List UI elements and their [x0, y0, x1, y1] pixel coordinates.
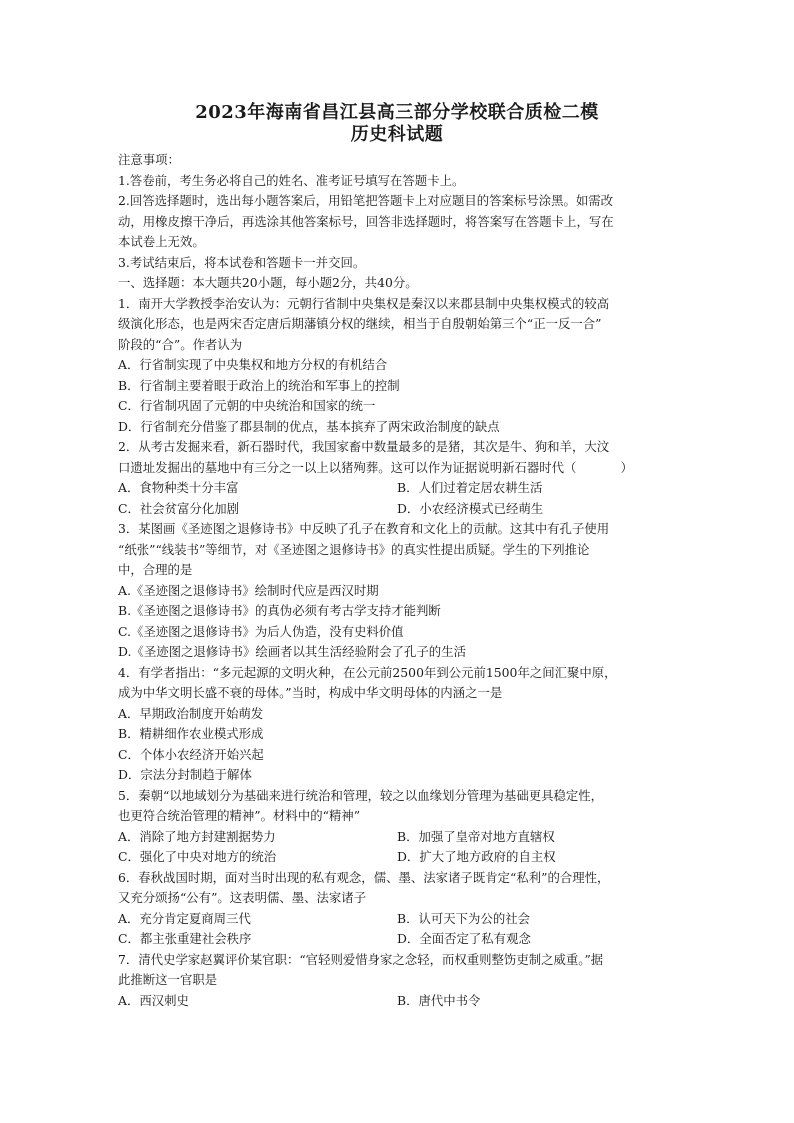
question-6-option-a: A．充分肯定夏商周三代 — [118, 910, 251, 926]
question-3-stem: 3．某图画《圣迹图之退修诗书》中反映了孔子在教育和文化上的贡献。这其中有孔子使用 — [118, 521, 610, 536]
options-row — [118, 478, 684, 499]
options-row — [118, 847, 684, 868]
question-4-stem: 成为中华文明长盛不衰的母体。”当时，构成中华文明母体的内涵之一是 — [118, 685, 503, 700]
question-1-option-c: C．行省制巩固了元朝的中央统治和国家的统一 — [118, 398, 376, 413]
question-6-stem: 又充分颂扬“公有”。这表明儒、墨、法家诸子 — [118, 890, 367, 905]
notes-line: 1.答卷前，考生务必将自己的姓名、准考证号填写在答题卡上。 — [118, 172, 465, 188]
question-3-option-b: B.《圣迹图之退修诗书》的真伪必须有考古学支持才能判断 — [118, 603, 441, 618]
question-2-stem-with-blank — [118, 458, 684, 479]
question-6-option-b: B．认可天下为公的社会 — [397, 910, 531, 926]
question-3-option-d: D.《圣迹图之退修诗书》绘画者以其生活经验附会了孔子的生活 — [118, 644, 466, 659]
question-5-option-c: C．强化了中央对地方的统治 — [118, 849, 277, 864]
question-5-option-a: A．消除了地方封建割据势力 — [118, 828, 276, 844]
question-7-stem: 7．清代史学家赵翼评价某官职：“官轻则爱惜身家之念轻，而权重则整饬吏制之威重。”据 — [118, 951, 604, 967]
question-2-option-d: D．小农经济模式已经萌生 — [397, 500, 544, 516]
question-4-option-c: C．个体小农经济开始兴起 — [118, 746, 264, 762]
notes-line: 3.考试结束后，将本试卷和答题卡一并交回。 — [118, 254, 366, 270]
options-row — [118, 991, 684, 1012]
question-2-stem-text: 口遗址发掘出的墓地中有三分之一以上以猪殉葬。这可以作为证据说明新石器时代（ — [118, 459, 577, 475]
question-5-stem: 也更符合统治管理的精神”。材料中的“精神” — [118, 808, 361, 823]
question-1-stem: 阶段的“合”。作者认为 — [118, 336, 243, 352]
question-4-option-a: A．早期政治制度开始萌发 — [118, 705, 264, 721]
question-7-option-a: A．西汉刺史 — [118, 992, 189, 1008]
question-1-stem: 级演化形态，也是两宋否定唐后期藩镇分权的继续，相当于自殷朝始第三个“正一反一合” — [118, 316, 602, 331]
exam-title: 2023年海南省昌江县高三部分学校联合质检二模 — [195, 102, 599, 123]
question-7-stem: 此推断这一官职是 — [118, 972, 218, 987]
question-3-stem: “纸张”“线装书”等细节，对《圣迹图之退修诗书》的真实性提出质疑。学生的下列推论 — [118, 541, 590, 557]
options-row — [118, 499, 684, 520]
notes-line: 本试卷上无效。 — [118, 234, 205, 249]
options-row — [118, 909, 684, 930]
question-5-stem: 5．秦朝“以地域划分为基础来进行统治和管理，较之以血缘划分管理为基础更具稳定性， — [118, 787, 604, 803]
question-1-option-d: D．行省制充分借鉴了郡县制的优点，基本摈弃了两宋政治制度的缺点 — [118, 418, 500, 434]
question-6-option-c: C．都主张重建社会秩序 — [118, 931, 252, 946]
question-2-stem: 2．从考古发掘来看，新石器时代，我国家畜中数量最多的是猪，其次是牛、狗和羊，大汶 — [118, 439, 610, 454]
question-3-option-c: C.《圣迹图之退修诗书》为后人伪造，没有史料价值 — [118, 623, 404, 639]
options-row — [118, 827, 684, 848]
question-5-option-b: B．加强了皇帝对地方直辖权 — [397, 828, 555, 844]
question-6-option-d: D．全面否定了私有观念 — [397, 931, 531, 946]
question-1-option-a: A．行省制实现了中央集权和地方分权的有机结合 — [118, 357, 388, 372]
notes-heading: 注意事项： — [118, 152, 180, 167]
question-6-stem: 6．春秋战国时期，面对当时出现的私有观念，儒、墨、法家诸子既肯定“私利”的合理性， — [118, 869, 610, 885]
section-heading: 一、选择题：本大题共20小题，每小题2分，共40分。 — [118, 275, 418, 290]
question-2-option-c: C．社会贫富分化加剧 — [118, 500, 239, 516]
question-4-option-d: D．宗法分封制趋于解体 — [118, 767, 252, 782]
question-1-option-b: B．行省制主要着眼于政治上的统治和军事上的控制 — [118, 377, 400, 393]
question-2-stem-close: ） — [620, 459, 633, 475]
exam-subtitle: 历史科试题 — [350, 124, 444, 145]
question-2-option-b: B．人们过着定居农耕生活 — [397, 480, 543, 495]
question-5-option-d: D．扩大了地方政府的自主权 — [397, 849, 556, 864]
question-3-option-a: A.《圣迹图之退修诗书》绘制时代应是西汉时期 — [118, 582, 379, 598]
question-4-option-b: B．精耕细作农业模式形成 — [118, 726, 264, 741]
question-1-stem: 1．南开大学教授李治安认为：元朝行省制中央集权是秦汉以来郡县制中央集权模式的较高 — [118, 295, 610, 311]
question-3-stem: 中，合理的是 — [118, 562, 193, 577]
question-4-stem: 4．有学者指出：“多元起源的文明火种，在公元前2500年到公元前1500年之间汇聚中原， — [118, 664, 617, 680]
notes-line: 2.回答选择题时，选出每小题答案后，用铅笔把答题卡上对应题目的答案标号涂黑。如需改 — [118, 193, 614, 208]
notes-line: 动，用橡皮擦干净后，再选涂其他答案标号，回答非选择题时，将答案写在答题卡上，写在 — [118, 213, 614, 229]
options-row — [118, 929, 684, 950]
question-2-option-a: A．食物种类十分丰富 — [118, 480, 239, 495]
exam-body — [118, 150, 684, 1011]
question-7-option-b: B．唐代中书令 — [397, 992, 481, 1008]
